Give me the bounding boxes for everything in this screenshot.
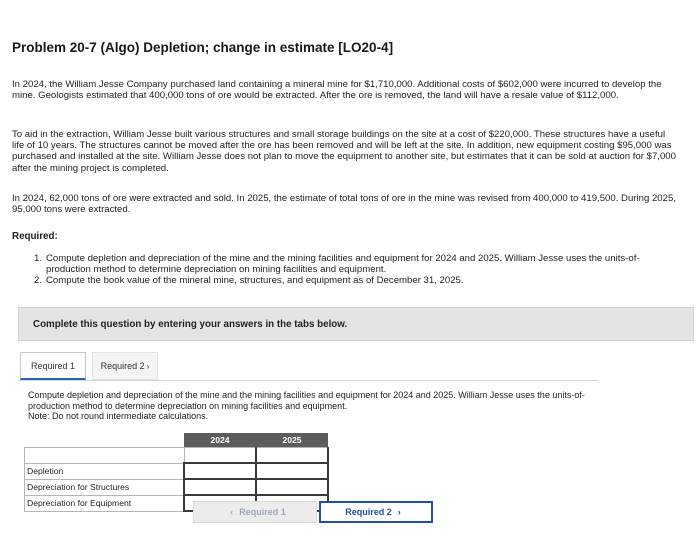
requirement-text: Compute the book value of the mineral mine, structures, and equipment as of December 31, 2025. [46, 275, 464, 287]
requirement-number: 1. [34, 253, 43, 264]
chevron-left-icon: ‹ [230, 507, 234, 517]
instructions-banner [18, 307, 694, 341]
problem-paragraph-structures: To aid in the extraction, William Jesse built various structures and small storage buildings on the site at a cost of $220,000. These structures have a useful life of 10 years. The structures cannot be moved after the ore has been removed and will be left at the site. In addition, new equipment costing $95,000 was purchased and installed at the site. William Jesse does not plan to move the equipment to another site, but estimates that it can be sold at auction for $7,000 after the mining project is completed. [12, 129, 676, 174]
tab-label: Required 1 [30, 360, 76, 371]
requirement-item [34, 275, 674, 286]
depletion-2024-input[interactable] [185, 464, 255, 478]
table-row [25, 463, 329, 479]
structures-2024-input-cell[interactable] [184, 479, 256, 495]
tab-required-2[interactable] [92, 352, 158, 380]
panel-instructions [28, 390, 593, 422]
depletion-2024-input-cell[interactable] [184, 463, 256, 479]
chevron-right-icon: › [397, 507, 401, 517]
banner-text: Complete this question by entering your answers in the tabs below. [33, 319, 348, 330]
requirement-number: 2. [34, 275, 43, 287]
prev-required-1-button[interactable] [193, 501, 317, 523]
row-label-blank [25, 448, 185, 464]
problem-paragraph-purchase: In 2024, the William Jesse Company purchased land containing a mineral mine for $1,710,000. Additional costs of $602,000 were incurred to develop the mine. Geologists estimated that 400,000 tons of ore would be extracted. After the ore is removed, the land will have a resale value of $112,000. [12, 79, 662, 102]
required-heading: Required: [12, 231, 58, 242]
row-label-equipment: Depreciation for Equipment [25, 495, 185, 511]
tab-indicator-icon: › [146, 361, 150, 371]
table-row [25, 479, 329, 495]
next-required-2-button[interactable] [319, 501, 433, 523]
problem-paragraph-extraction: In 2024, 62,000 tons of ore were extracted and sold. In 2025, the estimate of total tons of ore in the mine was revised from 400,000 to 419,500. During 2025, 95,000 tons were extracted. [12, 193, 676, 216]
column-header-2024: 2024 [184, 433, 256, 448]
prev-button-label: Required 1 [239, 507, 286, 517]
structures-2025-input-cell[interactable] [256, 479, 328, 495]
requirement-text: Compute depletion and depreciation of the mine and the mining facilities and equipment for 2024 and 2025. William Jesse uses the units-of-production method to determine depreciation on mining facilities and equipment. [46, 253, 640, 276]
tab-required-1[interactable] [20, 352, 86, 380]
row-label-structures: Depreciation for Structures [25, 479, 185, 495]
panel-instructions-text: Compute depletion and depreciation of the mine and the mining facilities and equipment for 2024 and 2025. William Jesse uses the units-of-production method to determine depreciation on mining facilities and equipment. [28, 390, 585, 411]
panel-note: Note: Do not round intermediate calculations. [28, 411, 209, 421]
structures-2025-input[interactable] [257, 480, 327, 494]
depletion-2025-input[interactable] [257, 464, 327, 478]
cell-blank-2025[interactable] [256, 448, 328, 464]
cell-blank-2024[interactable] [184, 448, 256, 464]
structures-2024-input[interactable] [185, 480, 255, 494]
column-header-2025: 2025 [256, 433, 328, 448]
requirements-list [34, 253, 674, 287]
table-header-blank [25, 433, 185, 448]
next-button-label: Required 2 [345, 507, 392, 517]
requirement-item [34, 253, 674, 275]
row-label-depletion: Depletion [25, 463, 185, 479]
tab-label: Required 2 [100, 361, 145, 371]
problem-title: Problem 20-7 (Algo) Depletion; change in estimate [LO20-4] [12, 40, 394, 55]
table-row-blank [25, 448, 329, 464]
depletion-2025-input-cell[interactable] [256, 463, 328, 479]
